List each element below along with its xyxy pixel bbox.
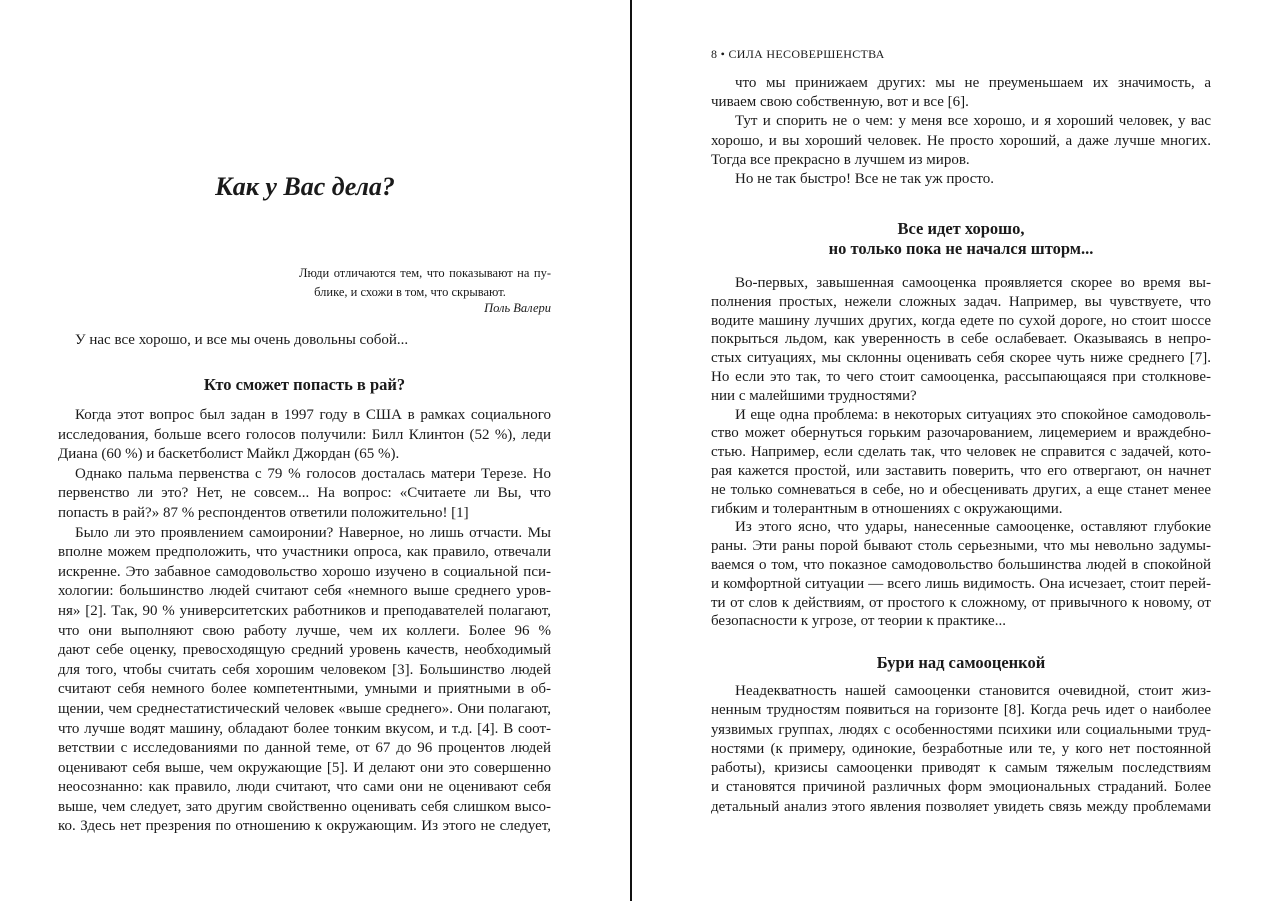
text-line: ство может обернуться горьким разочарованием, лицемерием и враждебно- [711,425,1211,442]
text-line: ня» [2]. Так, 90 % университетских работников и преподавателей полагают, [58,602,551,619]
text-line: ти от слов к действиям, от простого к сложному, от привычного к новому, от [711,594,1211,611]
text-line: безопасности к угрозе, от теории к практике... [711,613,1006,630]
separator: • [720,47,726,61]
text-line: оценивают себя выше, чем окружающие [5]. И делают они это совершенно [58,759,551,776]
epigraph [299,264,551,318]
text-line: что мы принижаем других: мы не преуменьшаем их значимость, а [735,75,1211,91]
epigraph-line: Люди отличаются тем, что показывают на пу- [299,266,551,280]
text-line: покрыться льдом, как уверенность в себе ослабевает. Оказываясь в непро- [711,331,1211,348]
text-line: Но если это так, то чего стоит самооценка, рассыпающаяся при столкнове- [711,368,1211,385]
section-heading-1 [711,219,1211,259]
body-text-3 [711,682,1211,817]
text-line: ко. Здесь нет презрения по отношению к окружающим. Из этого не следует, [58,818,551,835]
page-number: 8 [711,47,718,61]
text-line: неосознанно: как правило, люди считают, что сами они не оценивают себя [58,779,551,796]
running-head [711,47,885,62]
text-line: нии с малейшими трудностями? [711,387,917,404]
text-line: детальный анализ этого явления позволяет увидеть связь между проблемами [711,798,1211,815]
book-title: СИЛА НЕСОВЕРШЕНСТВА [728,47,885,61]
heading-line: Все идет хорошо, [897,219,1025,238]
text-line: что они выполняют свою работу лучше, чем их коллеги. Более 96 % [58,622,551,639]
epigraph-author: Поль Валери [484,301,551,315]
right-page [633,0,1262,901]
text-line: щении, чем среднестатистический человек «выше среднего». Они полагают, [58,700,551,717]
text-line: чиваем свою собственную, вот и все [6]. [711,94,969,111]
text-line: хорошо, и вы хороший человек. Не просто хороший, а даже лучше многих. [711,132,1211,149]
text-line: И еще одна проблема: в некоторых ситуациях это спокойное самодоволь- [735,406,1211,423]
text-line: и комфортной ситуации — всего лишь видимость. Она исчезает, стоит перей- [711,575,1211,592]
text-line: Однако пальма первенства с 79 % голосов досталась матери Терезе. Но [75,465,551,482]
text-line: исследования, больше всего голосов получили: Билл Клинтон (52 %), леди [58,426,551,443]
text-line: ветствии с исследованиями по данной теме, от 67 до 96 процентов людей [58,740,551,757]
text-line: попасть в рай?» 87 % респондентов ответили положительно! [1] [58,504,469,521]
text-line: искренне. Это забавное самодовольство хорошо изучено в социальной пси- [58,563,551,580]
body-text-2 [711,274,1211,631]
text-line: вполне можем предположить, что участники опроса, как правило, отвечали [58,544,551,561]
text-line: Было ли это проявлением самоиронии? Наверное, но лишь отчасти. Мы [75,524,551,541]
chapter-title: Как у Вас дела? [215,172,395,201]
body-text [58,406,551,837]
text-line: стых ситуациях, мы склонны оценивать себя скорее чуть ниже среднего [7]. [711,350,1211,367]
body-text-1 [711,74,1211,189]
text-line: не только сомневаться в себе, но и обесценивать других, а еще станет менее [711,481,1211,498]
text-line: гибким и толерантным в отношениях с окружающими. [711,500,1063,517]
intro-text: У нас все хорошо, и все мы очень довольны собой... [75,332,409,348]
text-line: ваемся о том, что показное самодовольство большинства людей в спокойной [711,556,1211,573]
section-heading-2: Бури над самооценкой [876,653,1046,672]
text-line: и становятся причиной различных форм эмоциональных страданий. Более [711,779,1211,796]
text-line: первенство ли это? Нет, не совсем... На вопрос: «Считаете ли Вы, что [58,485,551,502]
text-line: ностями (к примеру, одинокие, безработные или те, у кого нет постоянной [711,740,1211,757]
text-line: уязвимых группах, людях с особенностями психики или социальными труд- [711,721,1211,738]
text-line: Диана (60 %) и баскетболист Майкл Джордан (65 %). [58,446,400,463]
text-line: Из этого ясно, что удары, нанесенные самооценке, оставляют глубокие [735,519,1211,536]
heading-line: но только пока не начался шторм... [828,239,1094,258]
text-line: Тогда все прекрасно в лучшем из миров. [711,151,970,168]
text-line: Когда этот вопрос был задан в 1997 году в США в рамках социального [75,407,551,423]
book-spine-divider [630,0,632,901]
text-line: Во-первых, завышенная самооценка проявляется скорее во время вы- [735,275,1211,291]
text-line: Тут и спорить не о чем: у меня все хорошо, и я хороший человек, у вас [735,113,1211,130]
text-line: для того, чтобы считать себя хорошим человеком [3]. Большинство людей [58,661,551,678]
text-line: Но не так быстро! Все не так уж просто. [735,170,995,187]
epigraph-line: блике, и схожи в том, что скрывают. [314,285,506,299]
text-line: Неадекватность нашей самооценки становится очевидной, стоит жиз- [735,683,1211,699]
text-line: рая кажется простой, или заставить поверить, что его отвергают, он начнет [711,462,1211,479]
text-line: что лучше водят машину, обладают более тонким вкусом, и т.д. [4]. В соот- [58,720,551,737]
text-line: полнения простых, нежели сложных задач. Например, вы чувствуете, что [711,293,1211,310]
text-line: стью. Например, если сделать так, что человек не справится с задачей, кото- [711,444,1211,461]
text-line: хологии: большинство людей считают себя «немного выше среднего уров- [58,583,551,600]
text-line: водите машину лучших других, когда едете по сухой дороге, но стоит шоссе [711,312,1211,329]
section-heading: Кто сможет попасть в рай? [203,375,406,394]
text-line: выше, чем следует, зато другим свойственно оценивать себя слишком высо- [58,798,551,815]
text-line: раны. Эти раны порой бывают столь серьезными, что мы невольно задумы- [711,538,1211,555]
left-page [0,0,630,901]
text-line: считают себя немного более компетентными, умными и приятными в об- [58,681,551,698]
text-line: дают себе оценку, превосходящую средний уровень качеств, необходимый [58,642,551,659]
text-line: ненным трудностям появиться на горизонте [8]. Когда речь идет о наиболее [711,702,1211,719]
text-line: работы), кризисы самооценки приводят к самым тяжелым последствиям [711,760,1211,777]
